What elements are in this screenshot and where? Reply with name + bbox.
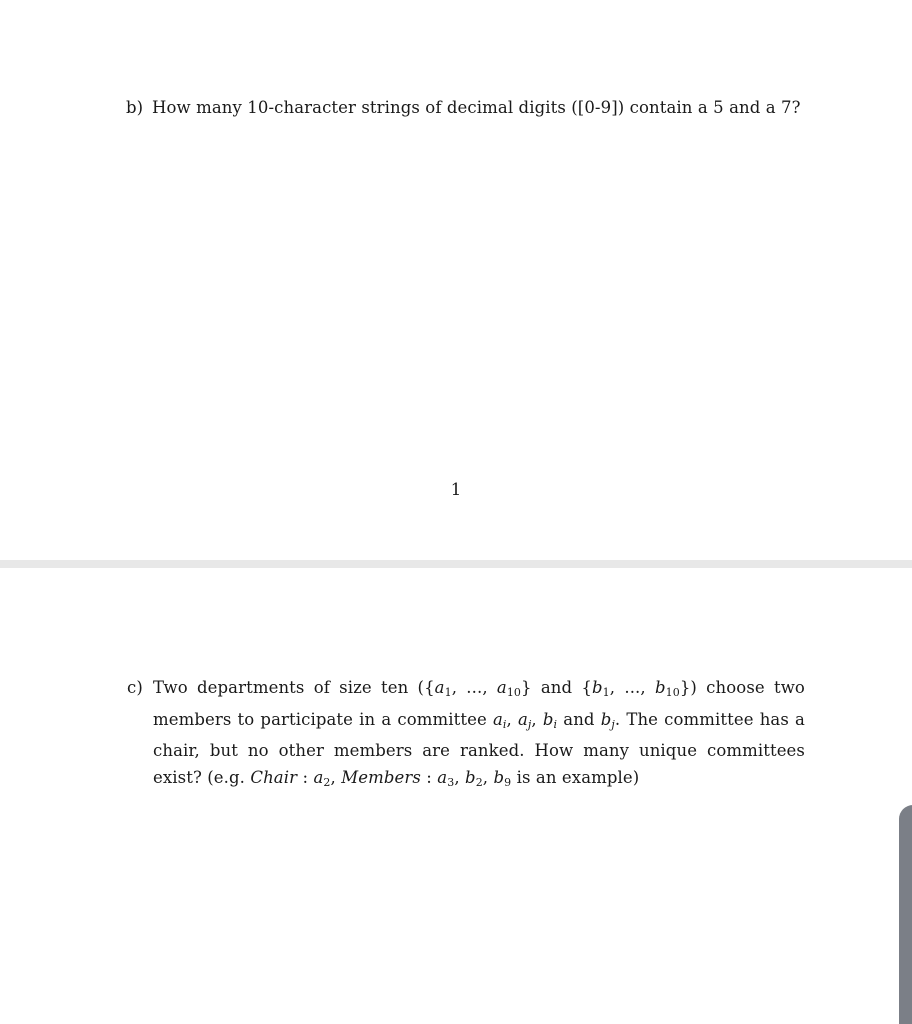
- problem-c-text: [153, 675, 805, 796]
- math-subscript: 10: [506, 686, 522, 699]
- text-segment: }) choose two members to participate in a committee: [153, 678, 805, 729]
- page-separator: [0, 560, 912, 568]
- text-segment: ,: [506, 709, 518, 729]
- math-subscript: 2: [323, 775, 331, 789]
- math-subscript: 3: [447, 775, 455, 789]
- text-segment: and: [557, 709, 601, 729]
- text-segment: ,: [482, 767, 494, 787]
- math-var: b: [493, 767, 505, 787]
- math-var: a: [492, 709, 503, 729]
- math-members: Members: [341, 767, 421, 787]
- text-segment: :: [297, 767, 314, 787]
- math-var: b: [600, 709, 612, 729]
- math-subscript: 1: [602, 686, 610, 699]
- math-var: a: [437, 767, 448, 787]
- math-subscript: i: [502, 717, 507, 731]
- text-segment: , ...,: [451, 678, 497, 697]
- problem-c-label: c): [127, 678, 143, 697]
- text-segment: ,: [531, 709, 543, 729]
- text-segment: . The committee has a chair, but no other members are ranked. How many unique committees exist? (e.g.: [153, 709, 805, 787]
- math-var: a: [517, 709, 528, 729]
- math-subscript: 1: [444, 686, 452, 699]
- text-segment: is an example): [511, 767, 640, 787]
- scroll-handle[interactable]: [899, 805, 912, 1024]
- math-subscript: 10: [665, 686, 680, 699]
- math-chair: Chair: [250, 767, 298, 787]
- math-var: a: [434, 678, 445, 697]
- math-subscript: 2: [475, 775, 483, 789]
- text-segment: , ...,: [609, 678, 655, 697]
- text-segment: ,: [454, 767, 466, 787]
- math-var: b: [465, 767, 476, 787]
- text-segment: } and {: [521, 678, 592, 697]
- text-segment: ,: [330, 767, 342, 787]
- problem-c: [127, 675, 805, 796]
- problem-b-label: b): [126, 98, 144, 117]
- math-var: b: [592, 678, 603, 697]
- math-var: a: [496, 678, 507, 697]
- page-number: 1: [450, 480, 462, 499]
- math-var: a: [313, 767, 324, 787]
- math-subscript: j: [527, 717, 532, 731]
- math-subscript: j: [611, 717, 615, 731]
- math-subscript: i: [553, 717, 558, 731]
- math-var: b: [654, 678, 666, 697]
- problem-b-text: How many 10-character strings of decimal digits ([0-9]) contain a 5 and a 7?: [152, 98, 801, 117]
- page-2: [0, 568, 912, 1024]
- problem-b: [126, 95, 826, 122]
- math-var: b: [542, 709, 554, 729]
- math-subscript: 9: [504, 775, 512, 789]
- text-segment: :: [420, 767, 438, 787]
- text-segment: Two departments of size ten ({: [153, 678, 435, 697]
